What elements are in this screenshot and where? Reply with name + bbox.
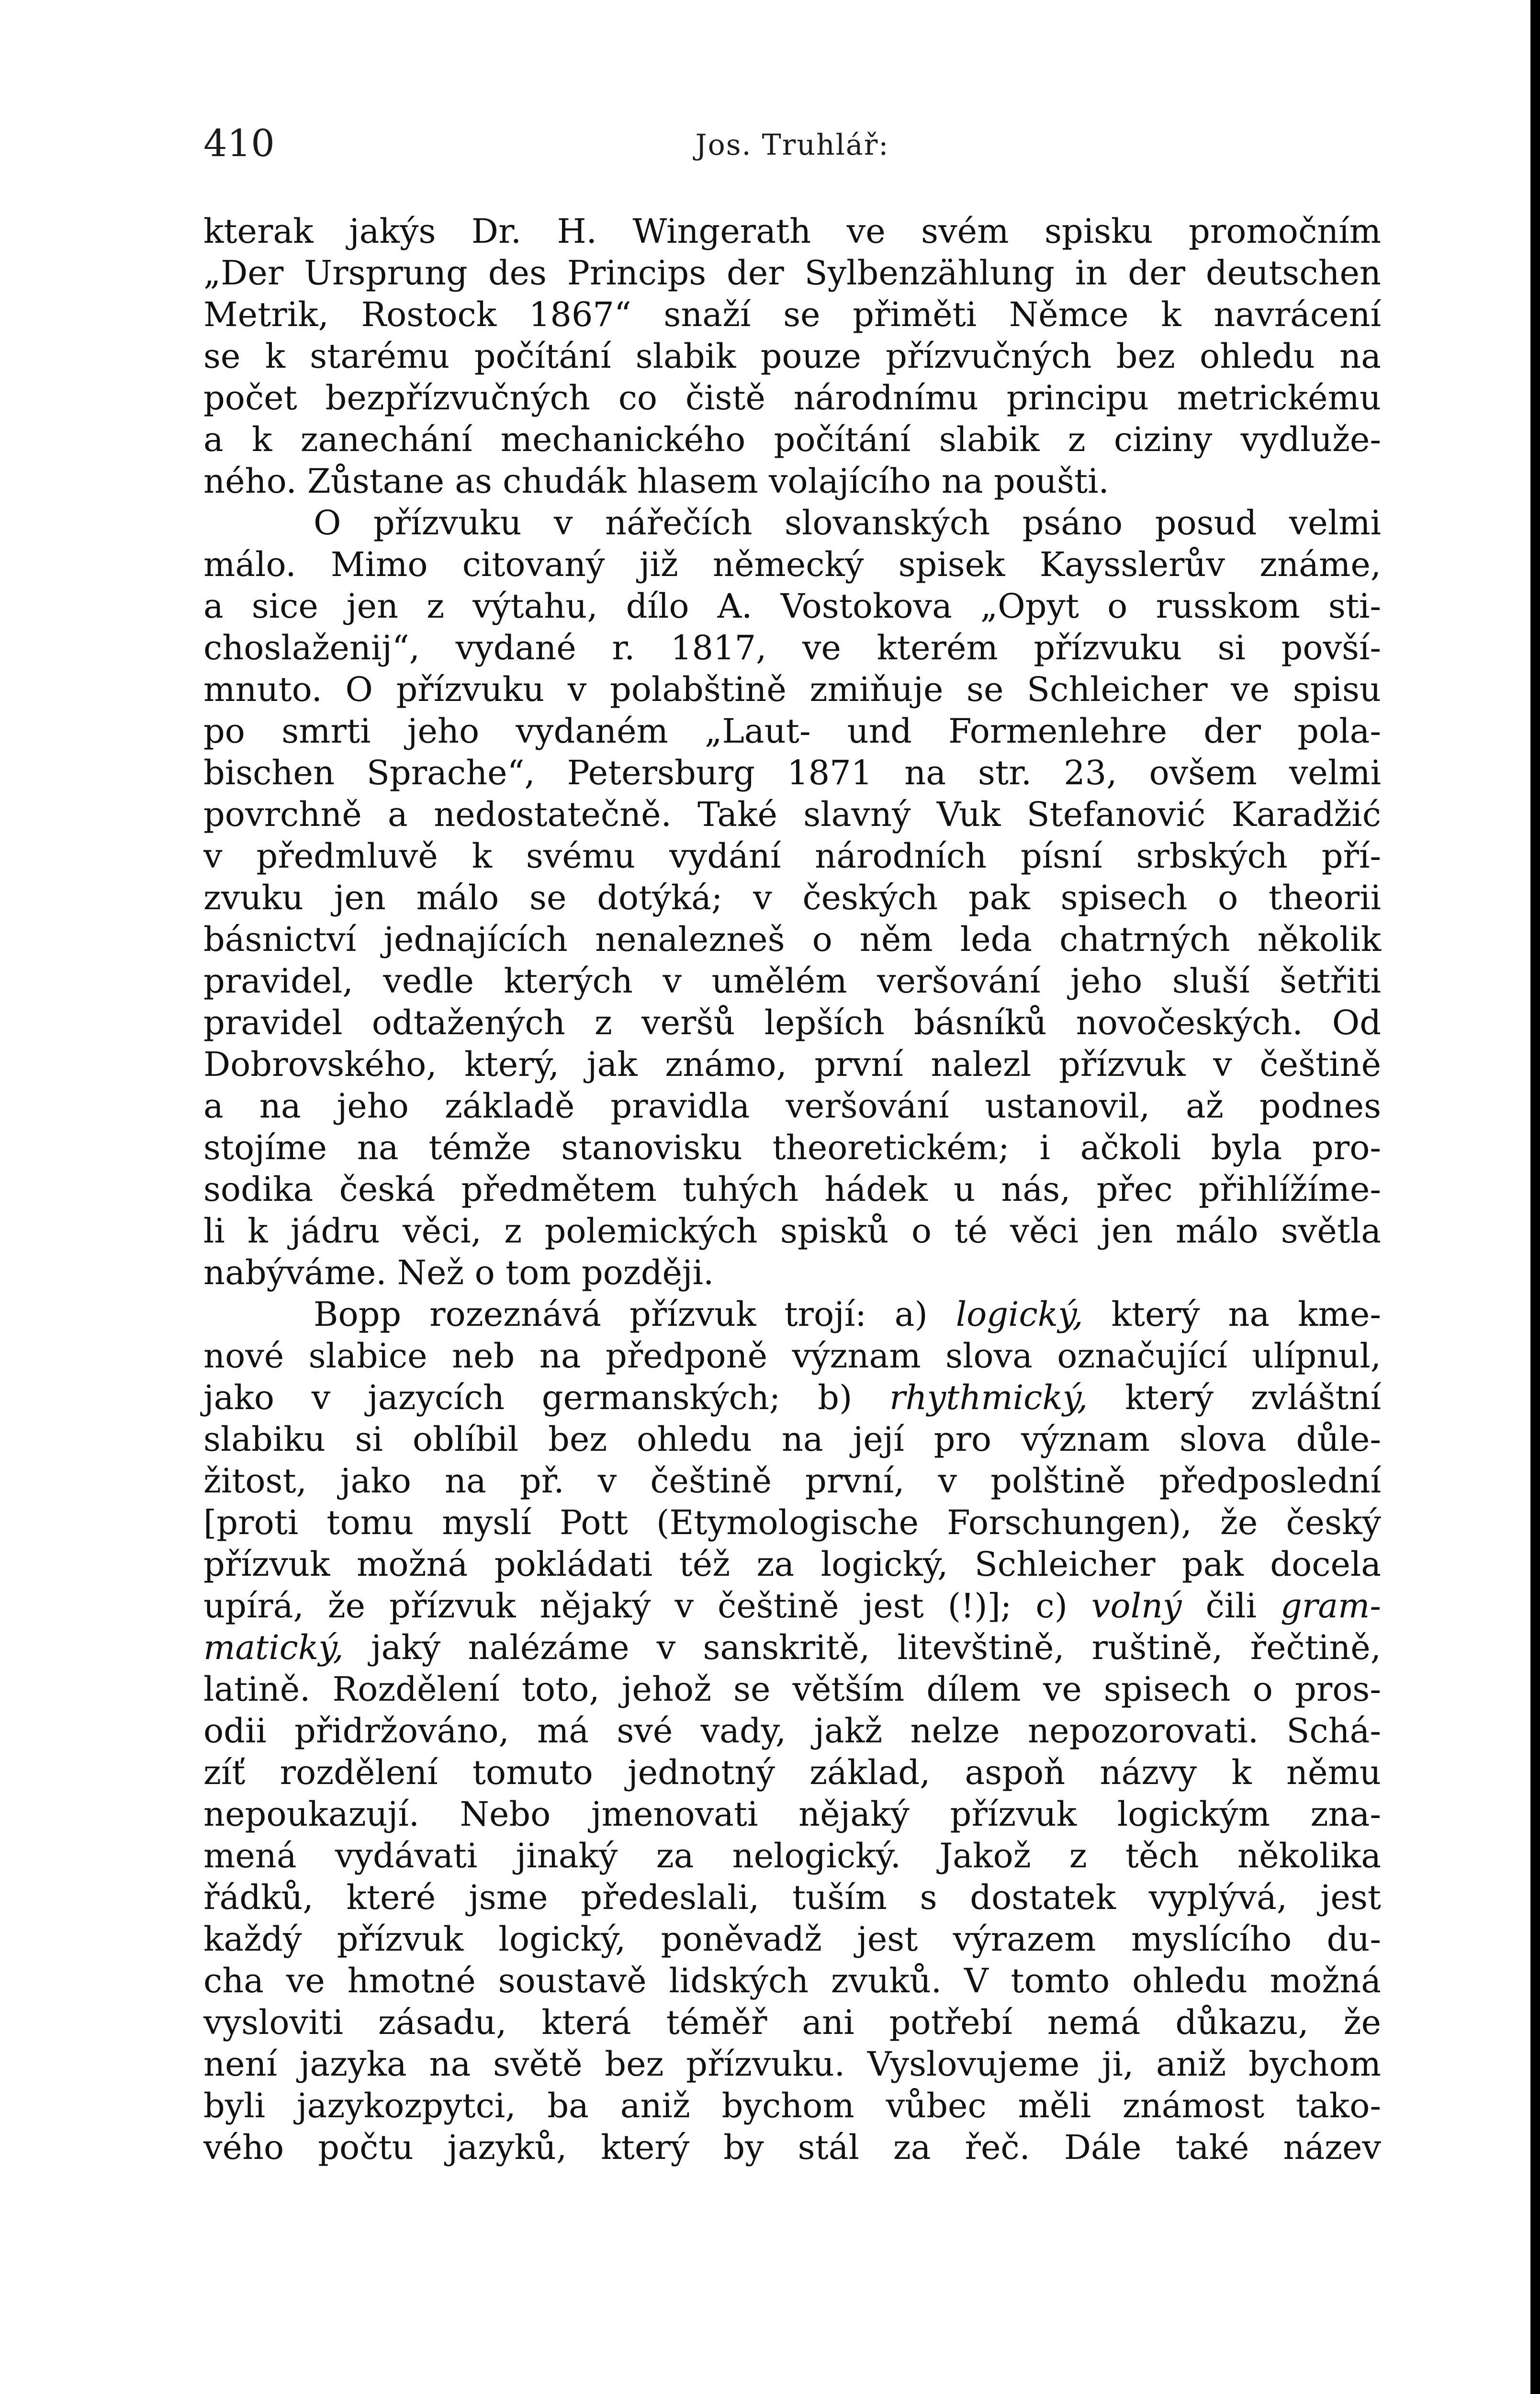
text-line: málo. Mimo citovaný již německý spisek Kaysslerův známe, [203, 545, 1381, 584]
text-line: a sice jen z výtahu, dílo A. Vostokova „Opyt o russkom sti- [203, 587, 1381, 626]
text-line: „Der Ursprung des Princips der Sylbenzählung in der deutschen [203, 253, 1381, 293]
text-line: pravidel odtažených z veršů lepších básníků novočeských. Od [203, 1003, 1381, 1042]
text-line: matický, jaký nalézáme v sanskritě, litevštině, ruštině, řečtině, [203, 1628, 1381, 1667]
text-line: ného. Zůstane as chudák hlasem volajícího na poušti. [203, 462, 1109, 501]
paragraph-2 [203, 502, 1381, 1294]
page-number: 410 [203, 122, 275, 165]
text-line: v předmluvě k svému vydání národních písní srbských pří- [203, 836, 1381, 876]
text-line: li k jádru věci, z polemických spisků o té věci jen málo světla [203, 1211, 1381, 1251]
text-line: se k starému počítání slabik pouze přízvučných bez ohledu na [203, 337, 1381, 376]
text-line: a na jeho základě pravidla veršování ustanovil, až podnes [203, 1086, 1381, 1126]
italic-term: matický, [203, 1628, 344, 1667]
text-line: Bopp rozeznává přízvuk trojí: a) logický, který na kme- [314, 1295, 1381, 1334]
text-line: Metrik, Rostock 1867“ snaží se přiměti Němce k navrácení [203, 295, 1381, 334]
text-line: nepoukazují. Nebo jmenovati nějaký přízvuk logickým zna- [203, 1795, 1381, 1834]
text-line: vysloviti zásadu, která téměř ani potřebí nemá důkazu, že [203, 2003, 1381, 2042]
text-line: Dobrovského, který, jak známo, první nalezl přízvuk v češtině [203, 1045, 1381, 1084]
page-header [203, 117, 1381, 170]
italic-term: logický, [955, 1295, 1083, 1334]
text-line: pravidel, vedle kterých v umělém veršování jeho sluší šetřiti [203, 961, 1381, 1001]
scan-edge [1530, 0, 1540, 2394]
text-line: po smrti jeho vydaném „Laut- und Formenlehre der pola- [203, 711, 1381, 751]
text-line: mená vydávati jinaký za nelogický. Jakož z těch několika [203, 1836, 1381, 1875]
text-line: odii přidržováno, má své vady, jakž nelze nepozorovati. Schá- [203, 1711, 1381, 1750]
paragraph-3 [203, 1294, 1381, 2168]
text-line: O přízvuku v nářečích slovanských psáno posud velmi [314, 503, 1381, 542]
text-line: nové slabice neb na předponě význam slova označující ulípnul, [203, 1336, 1381, 1376]
text-line: byli jazykozpytci, ba aniž bychom vůbec měli známost tako- [203, 2086, 1381, 2125]
paragraph-1 [203, 211, 1381, 502]
text-line: každý přízvuk logický, poněvadž jest výrazem myslícího du- [203, 1920, 1381, 1959]
text-line: [proti tomu myslí Pott (Etymologische Forschungen), že český [203, 1503, 1381, 1542]
text-line: vého počtu jazyků, který by stál za řeč. Dále také název [203, 2128, 1381, 2167]
text-line: upírá, že přízvuk nějaký v češtině jest (!)]; c) volný čili gram- [203, 1586, 1381, 1626]
text-line: básnictví jednajících nenalezneš o něm leda chatrných několik [203, 920, 1381, 959]
text-line: slabiku si oblíbil bez ohledu na její pro význam slova důle- [203, 1420, 1381, 1459]
text-line: cha ve hmotné soustavě lidských zvuků. V tomto ohledu možná [203, 1961, 1381, 2000]
text-line: choslaženij“, vydané r. 1817, ve kterém přízvuku si povší- [203, 628, 1381, 667]
text-line: nabýváme. Než o tom později. [203, 1253, 714, 1292]
text-line: počet bezpřízvučných co čistě národnímu principu metrickému [203, 378, 1381, 418]
text-line: a k zanechání mechanického počítání slabik z ciziny vydluže- [203, 420, 1381, 459]
text-line: přízvuk možná pokládati též za logický, Schleicher pak docela [203, 1545, 1381, 1584]
text-line: sodika česká předmětem tuhých hádek u nás, přec přihlížíme- [203, 1170, 1381, 1209]
text-line: zíť rozdělení tomuto jednotný základ, aspoň názvy k němu [203, 1753, 1381, 1792]
text-line: žitost, jako na př. v češtině první, v polštině předposlední [203, 1461, 1381, 1501]
text-line: zvuku jen málo se dotýká; v českých pak spisech o theorii [203, 878, 1381, 917]
italic-term: volný [1091, 1586, 1182, 1626]
text-line: povrchně a nedostatečně. Také slavný Vuk Stefanović Karadžić [203, 795, 1381, 834]
italic-term: gram- [1280, 1586, 1381, 1626]
running-title: Jos. Truhlář: [695, 128, 889, 162]
text-line: latině. Rozdělení toto, jehož se větším dílem ve spisech o pros- [203, 1670, 1381, 1709]
text-line: mnuto. O přízvuku v polabštině zmiňuje se Schleicher ve spisu [203, 670, 1381, 709]
text-line: bischen Sprache“, Petersburg 1871 na str. 23, ovšem velmi [203, 753, 1381, 792]
text-line: není jazyka na světě bez přízvuku. Vyslovujeme ji, aniž bychom [203, 2044, 1381, 2084]
body-text [203, 211, 1381, 2168]
text-line: řádků, které jsme předeslali, tuším s dostatek vyplývá, jest [203, 1878, 1381, 1917]
text-line: jako v jazycích germanských; b) rhythmický, který zvláštní [203, 1378, 1381, 1417]
text-line: kterak jakýs Dr. H. Wingerath ve svém spisku promočním [203, 212, 1381, 251]
text-line: stojíme na témže stanovisku theoretickém; i ačkoli byla pro- [203, 1128, 1381, 1167]
italic-term: rhythmický, [889, 1378, 1088, 1417]
